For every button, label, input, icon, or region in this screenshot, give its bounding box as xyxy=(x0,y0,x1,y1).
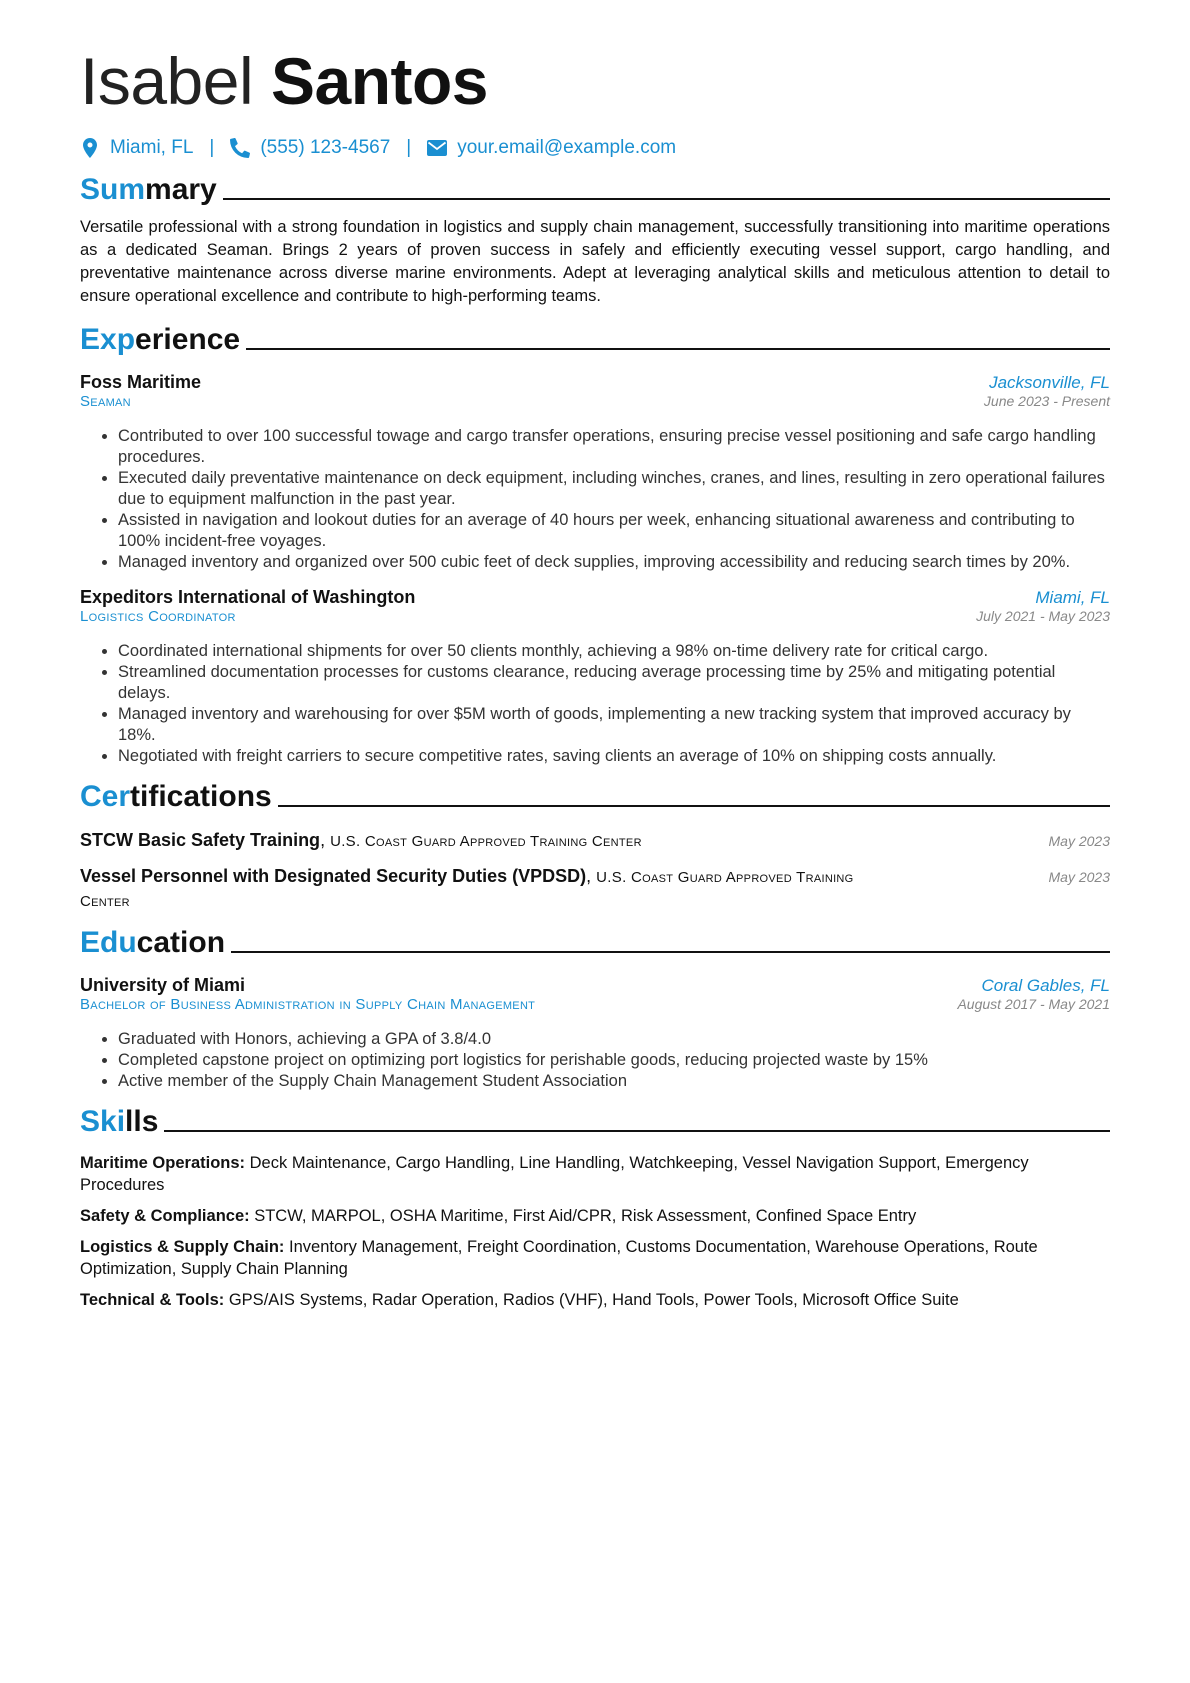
certifications-heading-accent: Cer xyxy=(80,780,131,813)
skill-label: Maritime Operations: xyxy=(80,1154,246,1172)
bullet-item: • Streamlined documentation processes for customs clearance, reducing average processing time by 25% and mitigating potential delays. xyxy=(118,662,1110,704)
education-bullets xyxy=(80,1029,1110,1092)
skill-values: STCW, MARPOL, OSHA Maritime, First Aid/CPR, Risk Assessment, Confined Space Entry xyxy=(254,1207,917,1225)
job-role: Seaman xyxy=(80,393,131,410)
candidate-name xyxy=(80,40,1110,122)
bullet-item: • Coordinated international shipments for over 50 clients monthly, achieving a 98% on-time delivery rate for critical cargo. xyxy=(118,641,1110,662)
contact-separator: | xyxy=(209,137,215,158)
envelope-icon xyxy=(427,138,447,158)
contact-bar xyxy=(80,134,1110,162)
school-location: Coral Gables, FL xyxy=(981,976,1110,995)
experience-heading-rest: erience xyxy=(135,323,241,356)
experience-heading-accent: Exp xyxy=(80,323,136,356)
skill-row xyxy=(80,1289,1110,1311)
bullet-item: • Graduated with Honors, achieving a GPA of 3.8/4.0 xyxy=(118,1029,1110,1050)
summary-heading-accent: Sum xyxy=(80,173,146,206)
email-link[interactable]: your.email@example.com xyxy=(457,137,677,158)
skill-label: Technical & Tools: xyxy=(80,1291,225,1309)
job-role: Logistics Coordinator xyxy=(80,608,236,625)
cert-issuer: U.S. Coast Guard Approved Training Center xyxy=(330,833,642,850)
job-bullets xyxy=(80,426,1110,573)
bullet-item: • Negotiated with freight carriers to secure competitive rates, saving clients an average of 10% on shipping costs annually. xyxy=(118,746,1110,767)
bullet-item: • Active member of the Supply Chain Management Student Association xyxy=(118,1071,1110,1092)
cert-name: STCW Basic Safety Training xyxy=(80,830,321,850)
experience-entry xyxy=(80,587,1110,767)
certifications-heading xyxy=(80,775,1110,815)
skills-heading xyxy=(80,1100,1110,1140)
bullet-item: • Managed inventory and warehousing for over $5M worth of goods, implementing a new tracking system that improved accuracy by 18%. xyxy=(118,704,1110,746)
bullet-item: • Executed daily preventative maintenance on deck equipment, including winches, cranes, and lines, resulting in zero operational failures due to equipment malfunction in the past year. xyxy=(118,468,1110,510)
bullet-item: • Completed capstone project on optimizing port logistics for perishable goods, reducing projected waste by 15% xyxy=(118,1050,1110,1071)
company-name: Expeditors International of Washington xyxy=(80,587,416,607)
bullet-item: • Assisted in navigation and lookout duties for an average of 40 hours per week, enhancing situational awareness and contributing to 100% incident-free voyages. xyxy=(118,510,1110,552)
bullet-item: • Contributed to over 100 successful towage and cargo transfer operations, ensuring precise vessel positioning and safe cargo handling procedures. xyxy=(118,426,1110,468)
job-dates: June 2023 - Present xyxy=(983,393,1110,409)
cert-name: Vessel Personnel with Designated Security Duties (VPDSD) xyxy=(80,866,587,886)
summary-heading-rest: mary xyxy=(145,173,217,206)
skill-values: Deck Maintenance, Cargo Handling, Line Handling, Watchkeeping, Vessel Navigation Support, Emergency Procedures xyxy=(80,1154,1029,1194)
contact-separator: | xyxy=(406,137,412,158)
education-dates: August 2017 - May 2021 xyxy=(957,996,1110,1012)
section-rule xyxy=(164,1130,1110,1132)
education-heading-accent: Edu xyxy=(80,926,137,959)
education-heading xyxy=(80,921,1110,961)
first-name: Isabel xyxy=(80,44,254,118)
education-heading-rest: cation xyxy=(136,926,226,959)
job-location: Jacksonville, FL xyxy=(989,373,1110,392)
phone-icon xyxy=(230,138,250,158)
company-name: Foss Maritime xyxy=(80,372,202,392)
experience-entry xyxy=(80,372,1110,573)
skill-values: Inventory Management, Freight Coordination, Customs Documentation, Warehouse Operations, Route Optimization, Supply Chain Planning xyxy=(80,1238,1038,1278)
skills-heading-rest: lls xyxy=(125,1105,159,1138)
section-rule xyxy=(278,805,1110,807)
skill-row xyxy=(80,1205,1110,1227)
school-name: University of Miami xyxy=(80,975,246,995)
section-rule xyxy=(223,198,1110,200)
cert-date: May 2023 xyxy=(1048,833,1110,849)
phone-link[interactable]: (555) 123-4567 xyxy=(260,137,391,158)
job-dates: July 2021 - May 2023 xyxy=(976,608,1110,624)
experience-heading xyxy=(80,318,1110,358)
map-pin-icon xyxy=(80,138,100,158)
certifications-heading-rest: tifications xyxy=(130,780,272,813)
bullet-item: • Managed inventory and organized over 500 cubic feet of deck supplies, improving accessibility and reducing search times by 20%. xyxy=(118,552,1110,573)
skill-row xyxy=(80,1152,1110,1196)
cert-issuer: U.S. Coast Guard Approved Training Center xyxy=(80,869,854,910)
skill-row xyxy=(80,1236,1110,1280)
section-rule xyxy=(246,348,1110,350)
section-rule xyxy=(231,951,1110,953)
job-bullets xyxy=(80,641,1110,767)
last-name: Santos xyxy=(270,44,489,118)
cert-date: May 2023 xyxy=(1048,869,1110,885)
certification-entry: STCW Basic Safety Training, U.S. Coast Guard Approved Training Center May 2023 xyxy=(80,830,1110,850)
degree-name: Bachelor of Business Administration in Supply Chain Management xyxy=(80,996,536,1013)
certification-entry: Vessel Personnel with Designated Security Duties (VPDSD), U.S. Coast Guard Approved Training Center May 2023 xyxy=(80,866,1110,910)
summary-text: Versatile professional with a strong foundation in logistics and supply chain management, successfully transitioning into maritime operations as a dedicated Seaman. Brings 2 years of proven success in safely and efficiently executing vessel support, cargo handling, and preventative maintenance across diverse marine environments. Adept at leveraging analytical skills and meticulous attention to detail to ensure operational excellence and contribute to high-performing teams. xyxy=(80,218,1110,305)
job-location: Miami, FL xyxy=(1035,588,1110,607)
skill-values: GPS/AIS Systems, Radar Operation, Radios (VHF), Hand Tools, Power Tools, Microsoft Office Suite xyxy=(228,1291,959,1309)
summary-heading xyxy=(80,168,1110,208)
skills-heading-accent: Ski xyxy=(80,1105,126,1138)
skill-label: Logistics & Supply Chain: xyxy=(80,1238,285,1256)
location-text: Miami, FL xyxy=(110,137,194,158)
skill-label: Safety & Compliance: xyxy=(80,1207,250,1225)
education-entry xyxy=(80,975,1110,1092)
